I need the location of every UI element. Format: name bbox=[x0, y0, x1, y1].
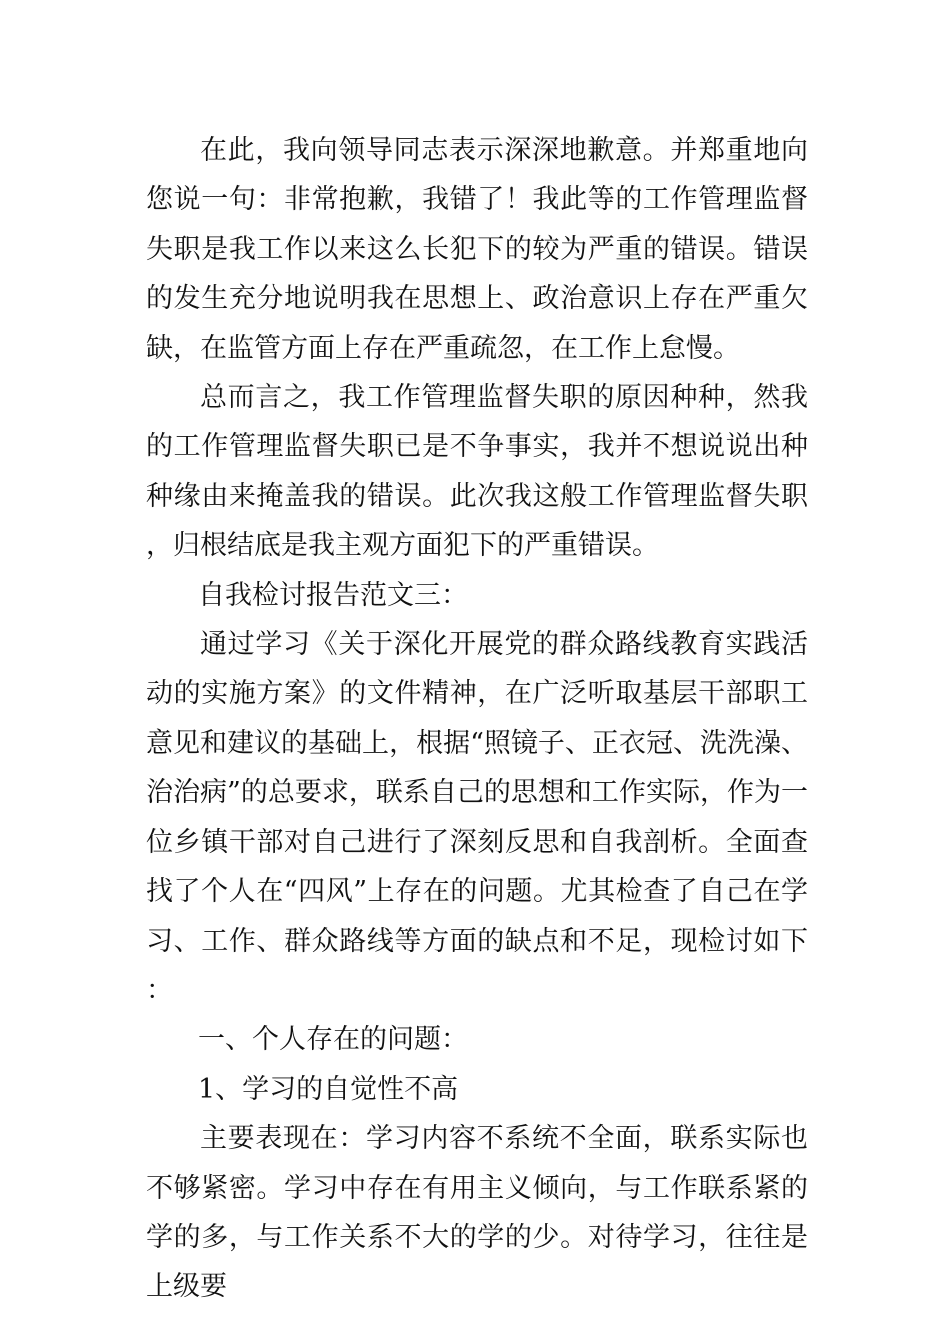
section-title: 自我检讨报告范文三： bbox=[198, 579, 468, 611]
paragraph-summary: 总而言之，我工作管理监督失职的原因种种，然我的工作管理监督失职已是不争事实，我并不想说说出种种缘由来掩盖我的错误。此次我这般工作管理监督失职，归根结底是我主观方面犯下的严重错误。 bbox=[146, 382, 808, 562]
paragraph-intro: 通过学习《关于深化开展党的群众路线教育实践活动的实施方案》的文件精神，在广泛听取基层干部职工意见和建议的基础上，根据“照镜子、正衣冠、洗洗澡、治治病”的总要求，联系自己的思想和工作实际，作为一位乡镇干部对自己进行了深刻反思和自我剖析。全面查找了个人在“四风”上存在的问题。尤其检查了自己在学习、工作、群众路线等方面的缺点和不足，现检讨如下： bbox=[146, 629, 808, 1006]
paragraph-learning-details: 主要表现在：学习内容不系统不全面，联系实际也不够紧密。学习中存在有用主义倾向，与工作联系紧的学的多，与工作关系不大的学的少。对待学习，往往是上级要 bbox=[146, 1123, 808, 1303]
heading-problems: 一、个人存在的问题： bbox=[198, 1024, 468, 1056]
paragraph-apology: 在此，我向领导同志表示深深地歉意。并郑重地向您说一句：非常抱歉，我错了！我此等的工作管理监督失职是我工作以来这么长犯下的较为严重的错误。错误的发生充分地说明我在思想上、政治意识上存在严重欠缺，在监管方面上存在严重疏忽，在工作上怠慢。 bbox=[146, 135, 808, 364]
heading-learning: 1、学习的自觉性不高 bbox=[198, 1073, 459, 1105]
document-body bbox=[146, 126, 808, 1312]
